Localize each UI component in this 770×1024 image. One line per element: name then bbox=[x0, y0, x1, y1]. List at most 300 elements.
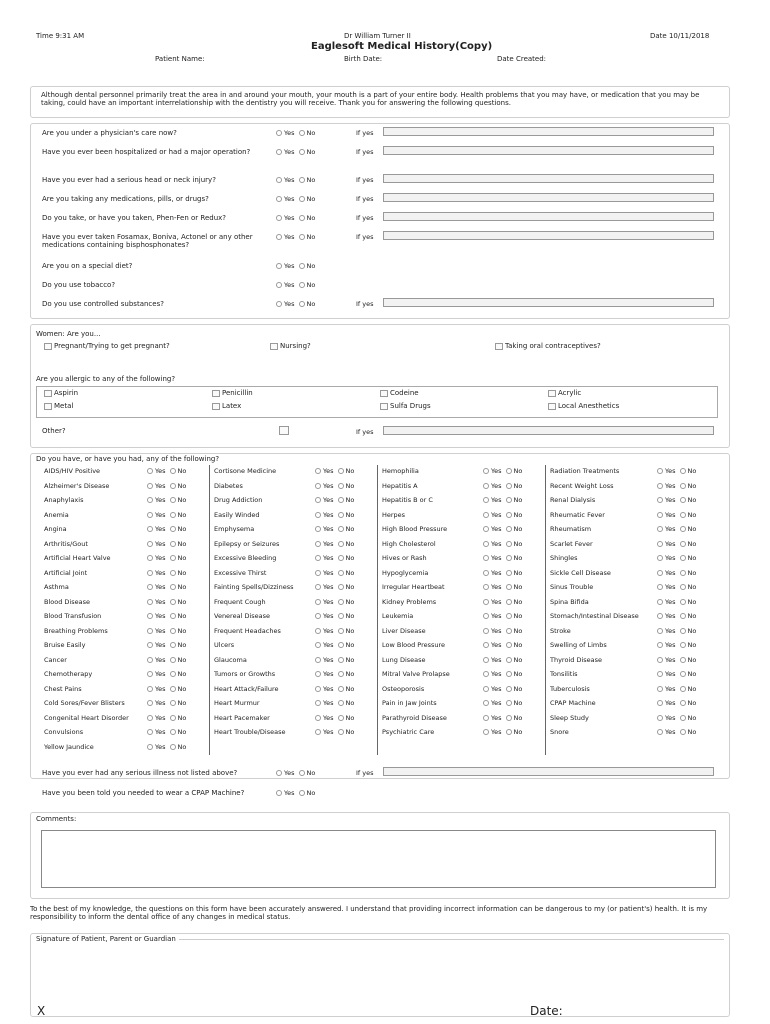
women-heading: Women: Are you... bbox=[36, 330, 101, 338]
radio-icon bbox=[299, 282, 305, 288]
no-option[interactable]: No bbox=[506, 540, 523, 548]
yes-option[interactable]: Yes bbox=[315, 540, 334, 548]
comments-textarea[interactable] bbox=[41, 830, 716, 888]
yes-option[interactable]: Yes bbox=[483, 540, 502, 548]
no-option[interactable]: No bbox=[338, 569, 355, 577]
yes-no-group bbox=[315, 569, 354, 577]
yes-option[interactable]: Yes bbox=[276, 233, 295, 241]
no-option[interactable]: No bbox=[506, 496, 523, 504]
yes-option[interactable]: Yes bbox=[147, 685, 166, 693]
yes-option[interactable]: Yes bbox=[276, 195, 295, 203]
yes-no-group bbox=[657, 612, 696, 620]
no-option[interactable]: No bbox=[680, 569, 697, 577]
yes-option[interactable]: Yes bbox=[147, 525, 166, 533]
yes-no-group bbox=[483, 569, 522, 577]
yes-no-group bbox=[315, 656, 354, 664]
yes-option[interactable]: Yes bbox=[483, 467, 502, 475]
yes-no-group bbox=[276, 281, 315, 289]
radio-icon bbox=[315, 686, 321, 692]
no-option[interactable]: No bbox=[338, 612, 355, 620]
no-option[interactable]: No bbox=[338, 627, 355, 635]
yes-no-group bbox=[147, 511, 186, 519]
no-option[interactable]: No bbox=[299, 148, 316, 156]
radio-icon bbox=[680, 555, 686, 561]
radio-icon bbox=[680, 700, 686, 706]
no-option[interactable]: No bbox=[506, 569, 523, 577]
no-option[interactable]: No bbox=[338, 554, 355, 562]
no-option[interactable]: No bbox=[299, 300, 316, 308]
radio-icon bbox=[299, 301, 305, 307]
yes-option[interactable]: Yes bbox=[315, 714, 334, 722]
radio-icon bbox=[315, 613, 321, 619]
no-option[interactable]: No bbox=[506, 656, 523, 664]
yes-option[interactable]: Yes bbox=[147, 598, 166, 606]
no-option[interactable]: No bbox=[680, 627, 697, 635]
signature-label: Signature of Patient, Parent or Guardian bbox=[36, 935, 179, 943]
no-option[interactable]: No bbox=[338, 685, 355, 693]
no-option[interactable]: No bbox=[680, 714, 697, 722]
yes-option[interactable]: Yes bbox=[147, 540, 166, 548]
women-option-pregnant[interactable]: Pregnant/Trying to get pregnant? bbox=[44, 342, 170, 350]
yes-option[interactable]: Yes bbox=[315, 656, 334, 664]
yes-no-group bbox=[276, 233, 315, 241]
yes-option[interactable]: Yes bbox=[483, 670, 502, 678]
question-text: Have you ever had a serious head or neck injury? bbox=[42, 176, 216, 184]
yes-option[interactable]: Yes bbox=[483, 482, 502, 490]
condition-label: Fainting Spells/Dizziness bbox=[214, 583, 294, 591]
radio-icon bbox=[483, 715, 489, 721]
yes-option[interactable]: Yes bbox=[315, 612, 334, 620]
no-option[interactable]: No bbox=[680, 641, 697, 649]
yes-option[interactable]: Yes bbox=[315, 482, 334, 490]
yes-option[interactable]: Yes bbox=[315, 598, 334, 606]
radio-icon bbox=[680, 497, 686, 503]
yes-option[interactable]: Yes bbox=[315, 670, 334, 678]
yes-option[interactable]: Yes bbox=[147, 656, 166, 664]
yes-option[interactable]: Yes bbox=[147, 714, 166, 722]
yes-option[interactable]: Yes bbox=[147, 511, 166, 519]
condition-label: Thyroid Disease bbox=[550, 655, 603, 664]
if-yes-input[interactable] bbox=[383, 298, 714, 307]
no-option[interactable]: No bbox=[299, 233, 316, 241]
yes-option[interactable]: Yes bbox=[147, 627, 166, 635]
yes-option[interactable]: Yes bbox=[315, 627, 334, 635]
no-option[interactable]: No bbox=[299, 214, 316, 222]
yes-option[interactable]: Yes bbox=[147, 467, 166, 475]
no-option[interactable]: No bbox=[170, 612, 187, 620]
no-option[interactable]: No bbox=[506, 627, 523, 635]
yes-option[interactable]: Yes bbox=[483, 685, 502, 693]
no-option[interactable]: No bbox=[680, 598, 697, 606]
yes-no-group bbox=[276, 148, 315, 156]
no-option[interactable]: No bbox=[338, 467, 355, 475]
yes-no-group bbox=[657, 525, 696, 533]
no-option[interactable]: No bbox=[299, 262, 316, 270]
allergy-option[interactable]: Sulfa Drugs bbox=[380, 402, 431, 410]
radio-icon bbox=[338, 541, 344, 547]
radio-icon bbox=[147, 686, 153, 692]
allergies-other-checkbox[interactable] bbox=[279, 426, 291, 435]
birth-date-label: Birth Date: bbox=[344, 55, 383, 63]
radio-icon bbox=[338, 599, 344, 605]
no-option[interactable]: No bbox=[506, 583, 523, 591]
yes-option[interactable]: Yes bbox=[657, 699, 676, 707]
yes-option[interactable]: Yes bbox=[147, 670, 166, 678]
if-yes-input[interactable] bbox=[383, 127, 714, 136]
no-option[interactable]: No bbox=[338, 641, 355, 649]
no-option[interactable]: No bbox=[338, 714, 355, 722]
column-divider bbox=[545, 465, 546, 755]
yes-option[interactable]: Yes bbox=[657, 728, 676, 736]
yes-option[interactable]: Yes bbox=[483, 583, 502, 591]
no-option[interactable]: No bbox=[680, 525, 697, 533]
condition-label: Ulcers bbox=[214, 641, 235, 649]
yes-no-group bbox=[483, 482, 522, 490]
yes-option[interactable]: Yes bbox=[276, 214, 295, 222]
radio-icon bbox=[299, 177, 305, 183]
no-option[interactable]: No bbox=[170, 554, 187, 562]
no-option[interactable]: No bbox=[170, 714, 187, 722]
checkbox-icon bbox=[495, 343, 503, 350]
if-yes-input[interactable] bbox=[383, 146, 714, 155]
yes-option[interactable]: Yes bbox=[147, 482, 166, 490]
radio-icon bbox=[170, 657, 176, 663]
condition-label: Psychiatric Care bbox=[382, 728, 435, 736]
no-option[interactable]: No bbox=[506, 728, 523, 736]
yes-option[interactable]: Yes bbox=[483, 656, 502, 664]
yes-option[interactable]: Yes bbox=[276, 176, 295, 184]
yes-option[interactable]: Yes bbox=[657, 627, 676, 635]
yes-option[interactable]: Yes bbox=[276, 129, 295, 137]
signature-x-mark: X bbox=[37, 1004, 46, 1018]
radio-icon bbox=[657, 613, 663, 619]
radio-icon bbox=[276, 130, 282, 136]
allergy-option[interactable]: Acrylic bbox=[548, 389, 581, 397]
condition-label: Pain in Jaw Joints bbox=[382, 699, 437, 707]
no-option[interactable]: No bbox=[170, 728, 187, 736]
condition-label: CPAP Machine bbox=[550, 699, 596, 707]
no-option[interactable]: No bbox=[338, 670, 355, 678]
radio-icon bbox=[506, 642, 512, 648]
no-option[interactable]: No bbox=[338, 496, 355, 504]
allergy-option[interactable]: Codeine bbox=[380, 389, 419, 397]
radio-icon bbox=[680, 686, 686, 692]
no-option[interactable]: No bbox=[680, 540, 697, 548]
yes-option[interactable]: Yes bbox=[483, 598, 502, 606]
condition-label: Excessive Thirst bbox=[214, 568, 267, 577]
yes-option[interactable]: Yes bbox=[147, 554, 166, 562]
yes-option[interactable]: Yes bbox=[483, 641, 502, 649]
no-option[interactable]: No bbox=[680, 583, 697, 591]
yes-no-group bbox=[483, 496, 522, 504]
radio-icon bbox=[170, 512, 176, 518]
yes-option[interactable]: Yes bbox=[657, 554, 676, 562]
yes-option[interactable]: Yes bbox=[276, 769, 295, 777]
yes-option[interactable]: Yes bbox=[315, 496, 334, 504]
no-option[interactable]: No bbox=[299, 176, 316, 184]
no-option[interactable]: No bbox=[170, 540, 187, 548]
if-yes-input[interactable] bbox=[383, 174, 714, 183]
yes-option[interactable]: Yes bbox=[483, 612, 502, 620]
no-option[interactable]: No bbox=[170, 467, 187, 475]
no-option[interactable]: No bbox=[338, 699, 355, 707]
radio-icon bbox=[338, 642, 344, 648]
yes-option[interactable]: Yes bbox=[276, 300, 295, 308]
yes-option[interactable]: Yes bbox=[657, 656, 676, 664]
yes-option[interactable]: Yes bbox=[315, 583, 334, 591]
yes-option[interactable]: Yes bbox=[483, 728, 502, 736]
radio-icon bbox=[657, 526, 663, 532]
no-option[interactable]: No bbox=[338, 525, 355, 533]
no-option[interactable]: No bbox=[680, 467, 697, 475]
yes-option[interactable]: Yes bbox=[657, 496, 676, 504]
yes-option[interactable]: Yes bbox=[483, 554, 502, 562]
yes-option[interactable]: Yes bbox=[657, 598, 676, 606]
radio-icon bbox=[276, 196, 282, 202]
yes-no-group bbox=[147, 482, 186, 490]
condition-label: Artificial Heart Valve bbox=[44, 554, 111, 562]
no-option[interactable]: No bbox=[506, 670, 523, 678]
yes-no-group bbox=[483, 598, 522, 606]
condition-label: Venereal Disease bbox=[214, 612, 271, 620]
no-option[interactable]: No bbox=[506, 612, 523, 620]
question-text: Do you use controlled substances? bbox=[42, 300, 164, 308]
yes-option[interactable]: Yes bbox=[483, 525, 502, 533]
yes-option[interactable]: Yes bbox=[315, 525, 334, 533]
if-yes-input[interactable] bbox=[383, 767, 714, 776]
yes-option[interactable]: Yes bbox=[657, 540, 676, 548]
yes-option[interactable]: Yes bbox=[657, 525, 676, 533]
radio-icon bbox=[315, 555, 321, 561]
yes-no-group bbox=[315, 714, 354, 722]
condition-label: Swelling of Limbs bbox=[550, 641, 607, 649]
yes-option[interactable]: Yes bbox=[483, 714, 502, 722]
condition-label: Chest Pains bbox=[44, 684, 82, 693]
condition-label: Alzheimer's Disease bbox=[44, 481, 110, 490]
no-option[interactable]: No bbox=[170, 670, 187, 678]
allergy-option[interactable]: Metal bbox=[44, 402, 73, 410]
yes-option[interactable]: Yes bbox=[657, 511, 676, 519]
no-option[interactable]: No bbox=[338, 656, 355, 664]
radio-icon bbox=[147, 599, 153, 605]
radio-icon bbox=[657, 570, 663, 576]
radio-icon bbox=[147, 642, 153, 648]
yes-option[interactable]: Yes bbox=[147, 496, 166, 504]
no-option[interactable]: No bbox=[299, 281, 316, 289]
no-option[interactable]: No bbox=[338, 511, 355, 519]
yes-option[interactable]: Yes bbox=[657, 569, 676, 577]
no-option[interactable]: No bbox=[506, 525, 523, 533]
women-option-contraceptives[interactable]: Taking oral contraceptives? bbox=[495, 342, 601, 350]
signature-field[interactable] bbox=[50, 955, 520, 1013]
if-yes-input[interactable] bbox=[383, 212, 714, 221]
no-option[interactable]: No bbox=[338, 540, 355, 548]
no-option[interactable]: No bbox=[170, 598, 187, 606]
yes-option[interactable]: Yes bbox=[657, 714, 676, 722]
no-option[interactable]: No bbox=[170, 511, 187, 519]
radio-icon bbox=[170, 642, 176, 648]
radio-icon bbox=[657, 686, 663, 692]
yes-no-group bbox=[147, 714, 186, 722]
no-option[interactable]: No bbox=[506, 511, 523, 519]
radio-icon bbox=[338, 468, 344, 474]
no-option[interactable]: No bbox=[680, 511, 697, 519]
radio-icon bbox=[170, 744, 176, 750]
no-option[interactable]: No bbox=[170, 699, 187, 707]
question-text: Have you ever taken Fosamax, Boniva, Actonel or any other medications containing bisphosphonates? bbox=[42, 233, 253, 249]
no-option[interactable]: No bbox=[170, 641, 187, 649]
yes-option[interactable]: Yes bbox=[483, 627, 502, 635]
checkbox-icon bbox=[380, 403, 388, 410]
radio-icon bbox=[506, 715, 512, 721]
yes-option[interactable]: Yes bbox=[657, 612, 676, 620]
yes-option[interactable]: Yes bbox=[147, 569, 166, 577]
radio-icon bbox=[338, 512, 344, 518]
yes-option[interactable]: Yes bbox=[315, 685, 334, 693]
radio-icon bbox=[506, 628, 512, 634]
question-text: Do you use tobacco? bbox=[42, 281, 116, 289]
radio-icon bbox=[276, 149, 282, 155]
yes-option[interactable]: Yes bbox=[657, 641, 676, 649]
radio-icon bbox=[680, 729, 686, 735]
radio-icon bbox=[147, 541, 153, 547]
yes-option[interactable]: Yes bbox=[657, 482, 676, 490]
radio-icon bbox=[680, 468, 686, 474]
no-option[interactable]: No bbox=[506, 598, 523, 606]
no-option[interactable]: No bbox=[506, 467, 523, 475]
no-option[interactable]: No bbox=[680, 656, 697, 664]
allergy-option[interactable]: Aspirin bbox=[44, 389, 78, 397]
yes-option[interactable]: Yes bbox=[315, 511, 334, 519]
yes-option[interactable]: Yes bbox=[276, 262, 295, 270]
allergy-option[interactable]: Penicillin bbox=[212, 389, 253, 397]
yes-option[interactable]: Yes bbox=[483, 511, 502, 519]
yes-no-group bbox=[657, 511, 696, 519]
no-option[interactable]: No bbox=[170, 496, 187, 504]
yes-option[interactable]: Yes bbox=[276, 281, 295, 289]
yes-option[interactable]: Yes bbox=[657, 670, 676, 678]
condition-label: High Cholesterol bbox=[382, 539, 436, 548]
yes-option[interactable]: Yes bbox=[147, 743, 166, 751]
no-option[interactable]: No bbox=[506, 641, 523, 649]
no-option[interactable]: No bbox=[506, 714, 523, 722]
no-option[interactable]: No bbox=[506, 699, 523, 707]
no-option[interactable]: No bbox=[170, 656, 187, 664]
yes-option[interactable]: Yes bbox=[315, 467, 334, 475]
if-yes-input[interactable] bbox=[383, 231, 714, 240]
yes-option[interactable]: Yes bbox=[315, 728, 334, 736]
no-option[interactable]: No bbox=[170, 525, 187, 533]
yes-option[interactable]: Yes bbox=[483, 699, 502, 707]
no-option[interactable]: No bbox=[299, 195, 316, 203]
radio-icon bbox=[506, 526, 512, 532]
no-option[interactable]: No bbox=[338, 728, 355, 736]
yes-no-group bbox=[483, 525, 522, 533]
yes-option[interactable]: Yes bbox=[276, 148, 295, 156]
no-option[interactable]: No bbox=[680, 728, 697, 736]
radio-icon bbox=[147, 671, 153, 677]
yes-option[interactable]: Yes bbox=[315, 569, 334, 577]
yes-no-group bbox=[483, 656, 522, 664]
allergies-other-input[interactable] bbox=[383, 426, 714, 435]
no-option[interactable]: No bbox=[680, 670, 697, 678]
no-option[interactable]: No bbox=[338, 583, 355, 591]
no-option[interactable]: No bbox=[680, 554, 697, 562]
allergy-option[interactable]: Local Anesthetics bbox=[548, 402, 619, 410]
condition-label: Hypoglycemia bbox=[382, 568, 429, 577]
radio-icon bbox=[170, 671, 176, 677]
no-option[interactable]: No bbox=[170, 583, 187, 591]
radio-icon bbox=[276, 177, 282, 183]
no-option[interactable]: No bbox=[506, 554, 523, 562]
no-option[interactable]: No bbox=[680, 612, 697, 620]
radio-icon bbox=[483, 584, 489, 590]
radio-icon bbox=[147, 497, 153, 503]
yes-option[interactable]: Yes bbox=[276, 789, 295, 797]
checkbox-icon bbox=[212, 390, 220, 397]
yes-option[interactable]: Yes bbox=[657, 583, 676, 591]
checkbox-icon bbox=[270, 343, 278, 350]
condition-label: Frequent Headaches bbox=[214, 626, 281, 635]
condition-label: Angina bbox=[44, 525, 67, 533]
no-option[interactable]: No bbox=[680, 482, 697, 490]
no-option[interactable]: No bbox=[299, 769, 316, 777]
allergy-option[interactable]: Latex bbox=[212, 402, 241, 410]
no-option[interactable]: No bbox=[299, 129, 316, 137]
yes-option[interactable]: Yes bbox=[147, 641, 166, 649]
no-option[interactable]: No bbox=[338, 482, 355, 490]
yes-option[interactable]: Yes bbox=[483, 569, 502, 577]
if-yes-label: If yes bbox=[356, 769, 374, 777]
yes-option[interactable]: Yes bbox=[657, 467, 676, 475]
yes-no-group bbox=[657, 685, 696, 693]
yes-option[interactable]: Yes bbox=[483, 496, 502, 504]
radio-icon bbox=[657, 657, 663, 663]
yes-option[interactable]: Yes bbox=[657, 685, 676, 693]
no-option[interactable]: No bbox=[338, 598, 355, 606]
if-yes-input[interactable] bbox=[383, 193, 714, 202]
no-option[interactable]: No bbox=[680, 496, 697, 504]
no-option[interactable]: No bbox=[506, 482, 523, 490]
no-option[interactable]: No bbox=[680, 699, 697, 707]
no-option[interactable]: No bbox=[170, 743, 187, 751]
radio-icon bbox=[276, 282, 282, 288]
yes-option[interactable]: Yes bbox=[147, 728, 166, 736]
no-option[interactable]: No bbox=[299, 789, 316, 797]
condition-label: Stroke bbox=[550, 626, 571, 635]
yes-option[interactable]: Yes bbox=[147, 699, 166, 707]
no-option[interactable]: No bbox=[170, 685, 187, 693]
radio-icon bbox=[315, 541, 321, 547]
no-option[interactable]: No bbox=[170, 482, 187, 490]
women-option-nursing[interactable]: Nursing? bbox=[270, 342, 311, 350]
yes-option[interactable]: Yes bbox=[315, 641, 334, 649]
no-option[interactable]: No bbox=[506, 685, 523, 693]
no-option[interactable]: No bbox=[680, 685, 697, 693]
radio-icon bbox=[276, 215, 282, 221]
yes-option[interactable]: Yes bbox=[147, 612, 166, 620]
condition-label: Parathyroid Disease bbox=[382, 713, 447, 722]
condition-label: Snore bbox=[550, 728, 569, 736]
radio-icon bbox=[147, 657, 153, 663]
yes-option[interactable]: Yes bbox=[315, 699, 334, 707]
no-option[interactable]: No bbox=[170, 627, 187, 635]
yes-no-group bbox=[315, 583, 354, 591]
yes-option[interactable]: Yes bbox=[147, 583, 166, 591]
print-date: Date 10/11/2018 bbox=[650, 32, 710, 40]
no-option[interactable]: No bbox=[170, 569, 187, 577]
yes-option[interactable]: Yes bbox=[315, 554, 334, 562]
